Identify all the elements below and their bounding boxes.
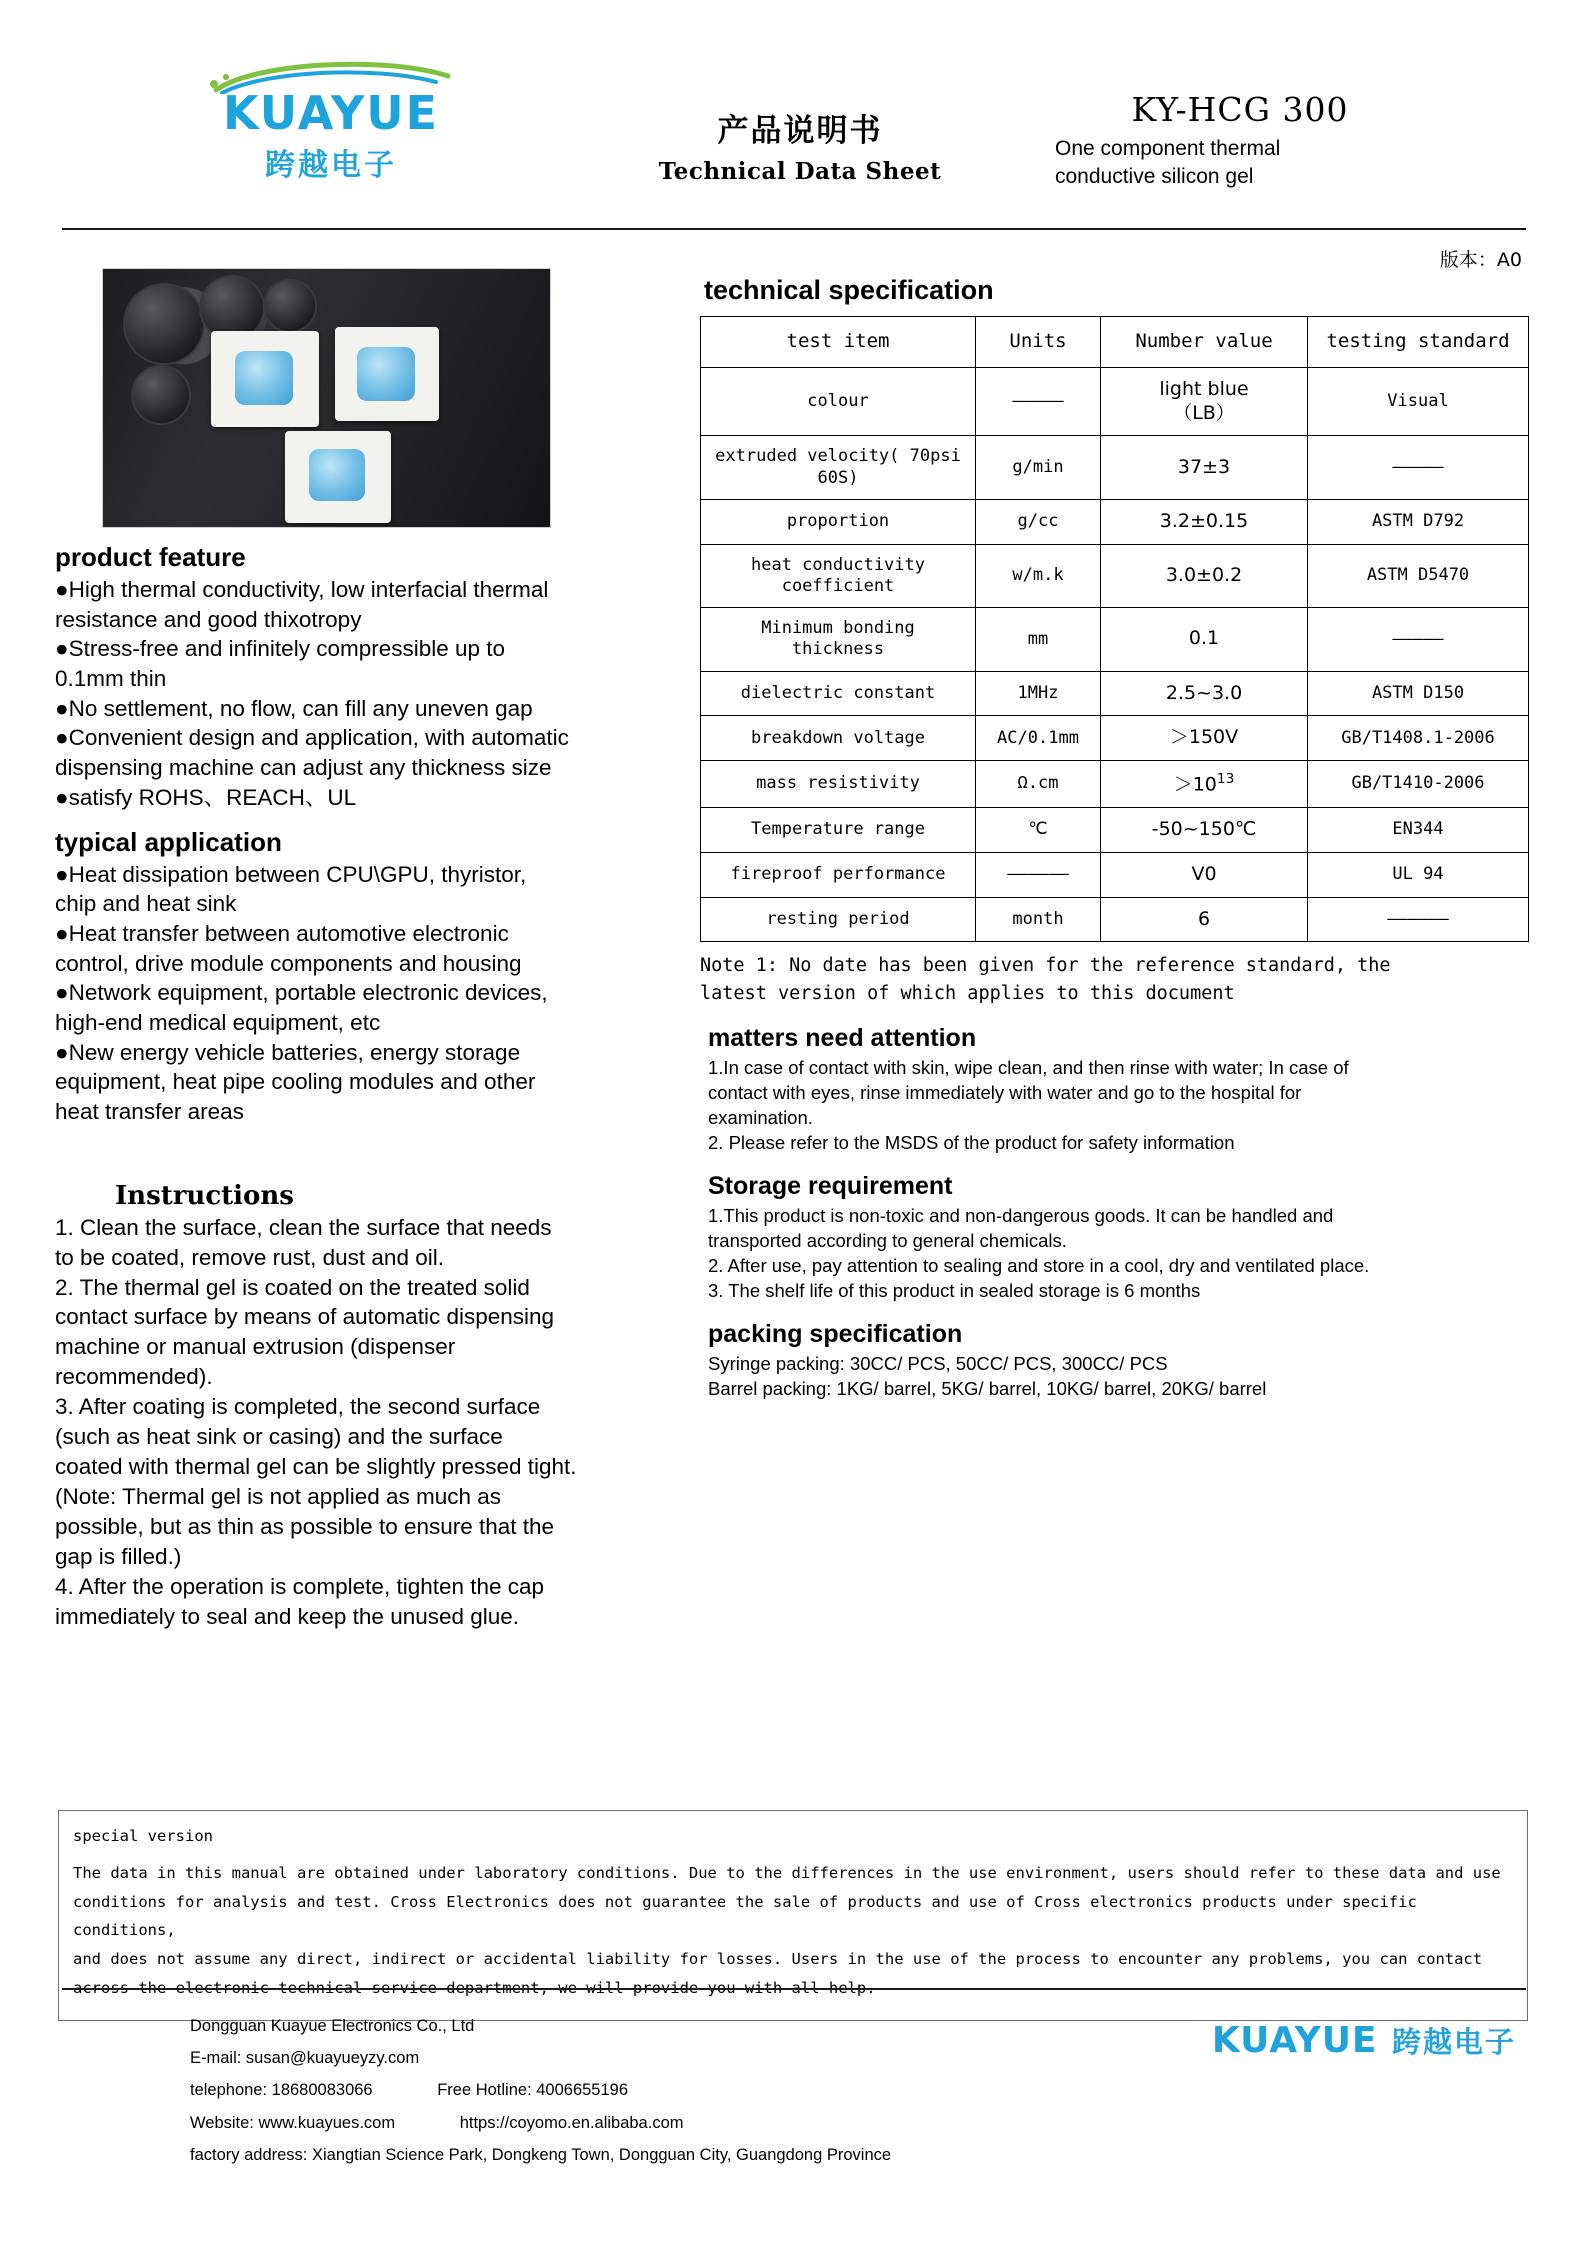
version-label: 版本：A0 bbox=[1439, 249, 1522, 271]
table-row bbox=[701, 852, 1529, 897]
application-line: control, drive module components and housing bbox=[55, 950, 522, 976]
title-chinese: 产品说明书 bbox=[717, 113, 883, 149]
cell-item: proportion bbox=[701, 499, 976, 544]
cell-standard: ————— bbox=[1308, 608, 1529, 672]
instruction-line: 4. After the operation is complete, tighten the cap bbox=[55, 1573, 545, 1599]
footer-logo-chinese-name: 跨越电子 bbox=[1391, 2025, 1516, 2059]
model-description-line2: conductive silicon gel bbox=[1055, 165, 1254, 189]
photo-gel-1 bbox=[235, 351, 293, 405]
cell-standard: ASTM D792 bbox=[1308, 499, 1529, 544]
application-line: equipment, heat pipe cooling modules and other bbox=[55, 1069, 536, 1095]
feature-line: 0.1mm thin bbox=[55, 666, 167, 692]
instruction-line: 2. The thermal gel is coated on the treated solid bbox=[55, 1274, 530, 1300]
cell-item: resting period bbox=[701, 897, 976, 942]
cell-units: g/min bbox=[976, 436, 1101, 500]
spec-table-heading: technical specification bbox=[704, 275, 994, 305]
table-row bbox=[701, 367, 1529, 436]
cell-units: ————— bbox=[976, 367, 1101, 436]
cell-item: colour bbox=[701, 367, 976, 436]
storage-line: 3. The shelf life of this product in sealed storage is 6 months bbox=[708, 1279, 1201, 1301]
instruction-line: recommended). bbox=[55, 1364, 213, 1390]
application-line: ●New energy vehicle batteries, energy storage bbox=[55, 1039, 521, 1065]
storage-line: 2. After use, pay attention to sealing and store in a cool, dry and ventilated place. bbox=[708, 1254, 1370, 1276]
special-version-line: and does not assume any direct, indirect or accidental liability for losses. Users in the use of the process to encounter any problems, you can contact bbox=[73, 1950, 1483, 1969]
title-english: Technical Data Sheet bbox=[658, 158, 942, 185]
cell-units: —————— bbox=[976, 852, 1101, 897]
attention-line: 1.In case of contact with skin, wipe clean, and then rinse with water; In case of bbox=[708, 1056, 1349, 1078]
model-number: KY-HCG 300 bbox=[1131, 90, 1349, 129]
special-version-line: across the electronic technical service department, we will provide you with all help. bbox=[73, 1978, 876, 1997]
attention-heading: matters need attention bbox=[708, 1023, 977, 1052]
col-header-units: Units bbox=[976, 317, 1101, 368]
cell-item: mass resistivity bbox=[701, 761, 976, 808]
application-line: ●Heat transfer between automotive electronic bbox=[55, 920, 509, 946]
instruction-line: contact surface by means of automatic dispensing bbox=[55, 1304, 555, 1330]
cell-value: 37±3 bbox=[1101, 436, 1308, 500]
table-row bbox=[701, 761, 1529, 808]
footer-company: Dongguan Kuayue Electronics Co., Ltd bbox=[190, 2017, 475, 2035]
special-version-line: The data in this manual are obtained under laboratory conditions. Due to the differences in the use environment, users should refer to these data and use bbox=[73, 1864, 1501, 1882]
instruction-line: coated with thermal gel can be slightly pressed tight. bbox=[55, 1454, 577, 1480]
cell-standard: ASTM D150 bbox=[1308, 671, 1529, 716]
cell-item: Minimum bonding thickness bbox=[701, 608, 976, 672]
cell-standard: UL 94 bbox=[1308, 852, 1529, 897]
model-description-line1: One component thermal bbox=[1055, 137, 1281, 160]
application-line: high-end medical equipment, etc bbox=[55, 1009, 381, 1035]
application-line: ●Network equipment, portable electronic devices, bbox=[55, 980, 548, 1006]
note-line: latest version of which applies to this document bbox=[700, 983, 1235, 1005]
storage-line: transported according to general chemicals. bbox=[708, 1229, 1067, 1251]
cell-standard: Visual bbox=[1308, 367, 1529, 436]
cell-units: AC/0.1mm bbox=[976, 716, 1101, 761]
table-row bbox=[701, 716, 1529, 761]
cell-standard: GB/T1410-2006 bbox=[1308, 761, 1529, 808]
cell-value: 3.0±0.2 bbox=[1101, 544, 1308, 608]
attention-line: 2. Please refer to the MSDS of the product for safety information bbox=[708, 1131, 1235, 1153]
cell-standard: ASTM D5470 bbox=[1308, 544, 1529, 608]
feature-line: ●satisfy ROHS、REACH、UL bbox=[55, 784, 357, 810]
cell-units: w/m.k bbox=[976, 544, 1101, 608]
cell-units: month bbox=[976, 897, 1101, 942]
table-row bbox=[701, 499, 1529, 544]
footer-factory-address: factory address: Xiangtian Science Park, Dongkeng Town, Dongguan City, Guangdong Province bbox=[190, 2145, 892, 2164]
table-row bbox=[701, 608, 1529, 672]
document-title bbox=[640, 105, 960, 185]
cell-standard: —————— bbox=[1308, 897, 1529, 942]
logo-chinese-name: 跨越电子 bbox=[265, 148, 397, 183]
packing-line: Barrel packing: 1KG/ barrel, 5KG/ barrel, 10KG/ barrel, 20KG/ barrel bbox=[708, 1377, 1267, 1399]
photo-gel-3 bbox=[309, 449, 365, 501]
table-note bbox=[700, 952, 1500, 1008]
special-version-line: conditions for analysis and test. Cross Electronics does not guarantee the sale of products and use of Cross electronics products under specific conditions, bbox=[73, 1892, 1417, 1940]
col-header-test-item: test item bbox=[701, 317, 976, 368]
table-row bbox=[701, 808, 1529, 853]
instructions-heading: Instructions bbox=[115, 1180, 294, 1211]
product-photo bbox=[102, 268, 551, 528]
cell-standard: EN344 bbox=[1308, 808, 1529, 853]
col-header-number-value: Number value bbox=[1101, 317, 1308, 368]
company-logo bbox=[186, 60, 476, 184]
feature-line: ●Convenient design and application, with automatic bbox=[55, 725, 569, 751]
storage-body bbox=[708, 1204, 1530, 1304]
cell-standard: GB/T1408.1-2006 bbox=[1308, 716, 1529, 761]
feature-line: ●No settlement, no flow, can fill any uneven gap bbox=[55, 695, 533, 721]
col-header-testing-standard: testing standard bbox=[1308, 317, 1529, 368]
instruction-line: to be coated, remove rust, dust and oil. bbox=[55, 1244, 444, 1270]
cell-value: light blue （LB） bbox=[1101, 367, 1308, 436]
right-column bbox=[700, 275, 1530, 1402]
photo-lens-4 bbox=[131, 365, 191, 425]
application-line: heat transfer areas bbox=[55, 1099, 244, 1124]
cell-units: 1MHz bbox=[976, 671, 1101, 716]
page-header bbox=[0, 0, 1588, 200]
note-line: Note 1: No date has been given for the reference standard, the bbox=[700, 955, 1391, 977]
footer-contact bbox=[190, 2010, 891, 2171]
cell-value: -50~150℃ bbox=[1101, 808, 1308, 853]
feature-line: dispensing machine can adjust any thickness size bbox=[55, 755, 552, 781]
spec-table bbox=[700, 316, 1529, 942]
header-divider bbox=[62, 228, 1526, 230]
instructions-list bbox=[55, 1213, 700, 1632]
storage-line: 1.This product is non-toxic and non-dangerous goods. It can be handled and bbox=[708, 1204, 1334, 1226]
footer-divider bbox=[62, 1988, 1526, 1990]
footer-logo-wordmark: KUAYUE bbox=[1211, 2020, 1378, 2061]
table-row bbox=[701, 671, 1529, 716]
product-feature-list bbox=[55, 575, 700, 813]
feature-line: ●High thermal conductivity, low interfacial thermal bbox=[55, 577, 549, 602]
footer-hotline: Free Hotline: 4006655196 bbox=[437, 2081, 629, 2100]
packing-body bbox=[708, 1352, 1530, 1402]
cell-value: 2.5~3.0 bbox=[1101, 671, 1308, 716]
logo-swoosh-icon bbox=[186, 60, 476, 94]
cell-item: fireproof performance bbox=[701, 852, 976, 897]
footer-website[interactable]: Website: www.kuayues.com bbox=[190, 2113, 396, 2132]
cell-value: ＞150V bbox=[1101, 716, 1308, 761]
instruction-line: 1. Clean the surface, clean the surface that needs bbox=[55, 1214, 552, 1240]
attention-body bbox=[708, 1056, 1530, 1156]
cell-item: Temperature range bbox=[701, 808, 976, 853]
attention-line: examination. bbox=[708, 1106, 813, 1128]
table-row bbox=[701, 544, 1529, 608]
photo-gel-2 bbox=[357, 347, 415, 401]
cell-units: mm bbox=[976, 608, 1101, 672]
cell-value: 3.2±0.15 bbox=[1101, 499, 1308, 544]
footer-telephone: telephone: 18680083066 bbox=[190, 2081, 373, 2100]
table-row bbox=[701, 897, 1529, 942]
footer-alibaba-link[interactable]: https://coyomo.en.alibaba.com bbox=[459, 2113, 684, 2132]
cell-item: heat conductivity coefficient bbox=[701, 544, 976, 608]
cell-value: 0.1 bbox=[1101, 608, 1308, 672]
instruction-line: (Note: Thermal gel is not applied as much as bbox=[55, 1483, 502, 1509]
logo-wordmark: KUAYUE bbox=[222, 86, 440, 140]
instruction-line: gap is filled.) bbox=[55, 1543, 182, 1569]
typical-application-heading: typical application bbox=[55, 826, 282, 857]
cell-value: 6 bbox=[1101, 897, 1308, 942]
feature-line: resistance and good thixotropy bbox=[55, 606, 362, 632]
cell-units: g/cc bbox=[976, 499, 1101, 544]
application-line: chip and heat sink bbox=[55, 891, 237, 917]
cell-item: extruded velocity( 70psi 60S) bbox=[701, 436, 976, 500]
instruction-line: machine or manual extrusion (dispenser bbox=[55, 1334, 456, 1360]
attention-line: contact with eyes, rinse immediately with water and go to the hospital for bbox=[708, 1081, 1302, 1103]
packing-heading: packing specification bbox=[708, 1319, 963, 1348]
packing-line: Syringe packing: 30CC/ PCS, 50CC/ PCS, 300CC/ PCS bbox=[708, 1352, 1168, 1374]
cell-value: V0 bbox=[1101, 852, 1308, 897]
cell-standard: ————— bbox=[1308, 436, 1529, 500]
special-version-title: special version bbox=[73, 1827, 213, 1845]
cell-units: ℃ bbox=[976, 808, 1101, 853]
cell-item: dielectric constant bbox=[701, 671, 976, 716]
table-row bbox=[701, 436, 1529, 500]
cell-value: $>10^{13}$ bbox=[1101, 761, 1308, 808]
instruction-line: 3. After coating is completed, the second surface bbox=[55, 1394, 541, 1420]
table-header-row bbox=[701, 317, 1529, 368]
typical-application-list bbox=[55, 860, 700, 1127]
left-column bbox=[55, 268, 700, 1632]
model-block bbox=[1055, 90, 1525, 192]
feature-line: ●Stress-free and infinitely compressible up to bbox=[55, 636, 506, 662]
instruction-line: immediately to seal and keep the unused glue. bbox=[55, 1603, 520, 1629]
product-feature-heading: product feature bbox=[55, 542, 246, 572]
application-line: ●Heat dissipation between CPU\GPU, thyristor, bbox=[55, 861, 527, 887]
instruction-line: possible, but as thin as possible to ensure that the bbox=[55, 1513, 555, 1539]
cell-units: Ω.cm bbox=[976, 761, 1101, 808]
storage-heading: Storage requirement bbox=[708, 1171, 953, 1200]
footer-email[interactable]: E-mail: susan@kuayueyzy.com bbox=[190, 2049, 420, 2068]
instruction-line: (such as heat sink or casing) and the surface bbox=[55, 1424, 503, 1450]
footer-logo bbox=[1146, 2020, 1516, 2061]
cell-item: breakdown voltage bbox=[701, 716, 976, 761]
